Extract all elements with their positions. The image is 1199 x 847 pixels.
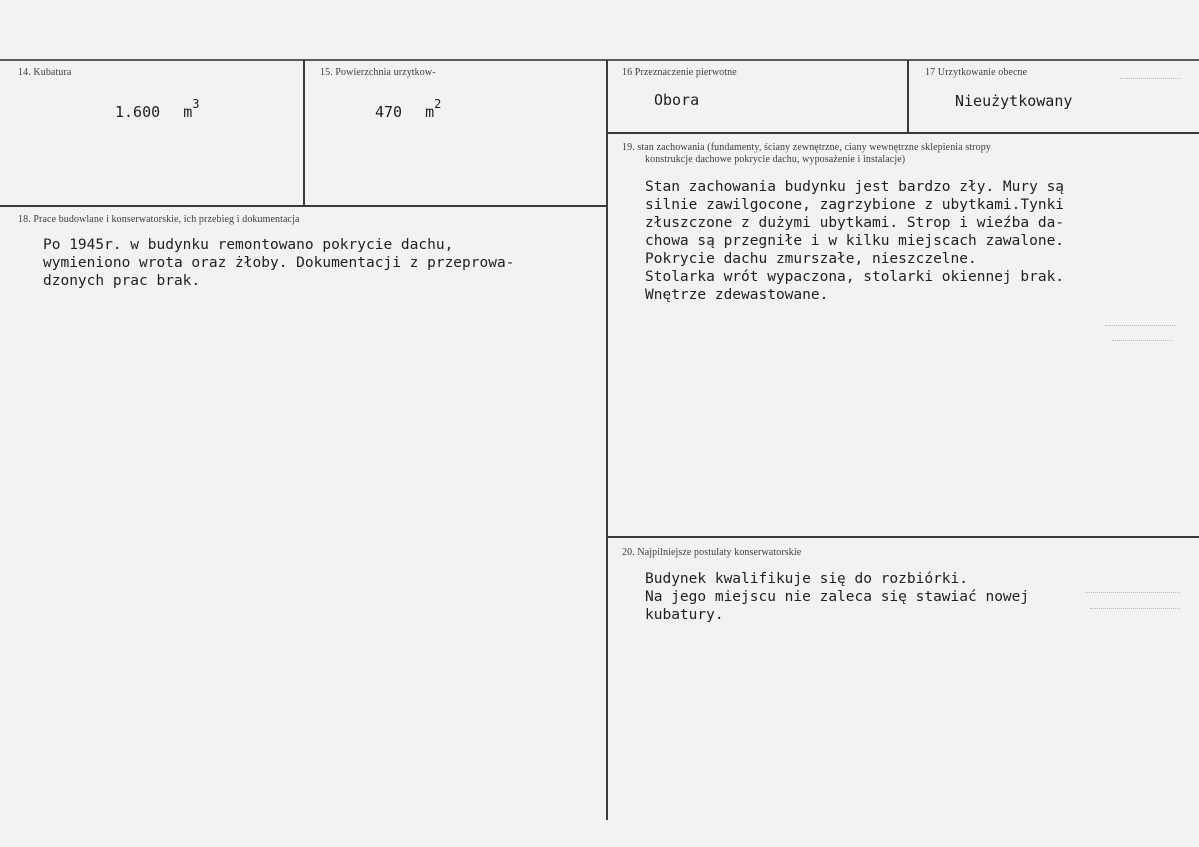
top-border — [0, 59, 1199, 61]
field-19-text: Stan zachowania budynku jest bardzo zły. Mury są silnie zawilgocone, zagrzybione z ubytkami.Tynki złuszczone z dużymi ubytkami. Strop i wieźba da- chowa są przegniłe i w kilku miejscach zawalone. Pokrycie dachu zmurszałe, nieszczelne. Stolarka wrót wypaczona, stolarki okiennej brak. Wnętrze zdewastowane. — [645, 179, 1065, 303]
field-19-label-line2: konstrukcje dachowe pokrycie dachu, wyposażenie i instalacje) — [645, 154, 906, 165]
divider-16-19 — [608, 132, 1199, 134]
field-15-label: 15. Powierzchnia urzytkow- — [320, 67, 436, 78]
field-18-text: Po 1945r. w budynku remontowano pokrycie dachu, wymieniono wrota oraz żłoby. Dokumentacji z przeprowa- dzonych prac brak. — [43, 237, 515, 289]
field-17-label: 17 Urzytkowanie obecne — [925, 67, 1028, 78]
field-15-unit: $m^2$ — [425, 97, 442, 121]
faint-marks — [1105, 325, 1175, 327]
divider-14-15 — [303, 60, 305, 206]
faint-marks — [1112, 340, 1172, 342]
faint-marks — [1120, 78, 1180, 80]
field-15-number: 470 — [375, 103, 403, 121]
faint-marks — [1085, 592, 1180, 594]
field-14-label: 14. Kubatura — [18, 67, 72, 78]
field-14-unit: $m^3$ — [183, 97, 200, 121]
field-17-value: Nieużytkowany — [955, 92, 1073, 110]
field-20-label: 20. Najpilniejsze postulaty konserwatorskie — [622, 547, 802, 558]
faint-marks — [1090, 608, 1180, 610]
field-14-value — [115, 97, 200, 121]
field-15-value — [375, 97, 442, 121]
divider-main — [606, 60, 608, 820]
field-20-text: Budynek kwalifikuje się do rozbiórki. Na jego miejscu nie zaleca się stawiać nowej kubatury. — [645, 571, 1030, 623]
field-16-label: 16 Przeznaczenie pierwotne — [622, 67, 737, 78]
field-16-value: Obora — [654, 91, 700, 109]
field-18-label: 18. Prace budowlane i konserwatorskie, ich przebieg i dokumentacja — [18, 214, 300, 225]
divider-15-18 — [0, 205, 608, 207]
field-14-number: 1.600 — [115, 103, 161, 121]
divider-16-17 — [907, 60, 909, 132]
field-19-label-line1: 19. stan zachowania (fundamenty, ściany zewnętrzne, ciany wewnętrzne sklepienia stropy — [622, 142, 991, 153]
divider-19-20 — [608, 536, 1199, 538]
